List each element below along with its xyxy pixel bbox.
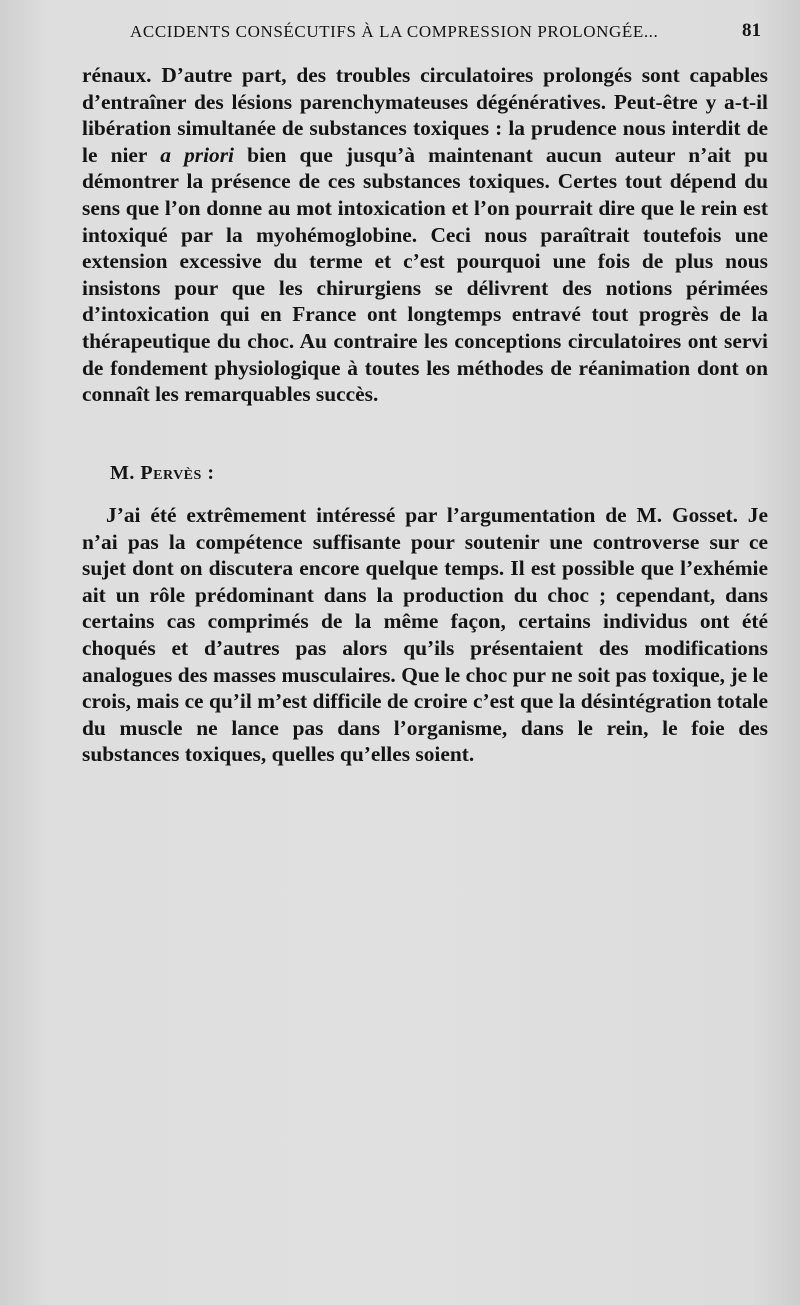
paragraph-1-text: rénaux. D’autre part, des troubles circulatoires prolongés sont capables d’entraîner des lésions parenchymateuses dégénératives. Peut-être y a-t-il libération simultanée de substances toxiques : la prudence nous interdit de le nier [82, 63, 768, 167]
speaker-name: Pervès [140, 462, 202, 484]
paragraph-1-rest: bien que jusqu’à maintenant aucun auteur n’ait pu démontrer la présence de ces substances toxiques. Certes tout dépend du sens que l’on donne au mot intoxication et l’on pourrait dire que le rein est intoxiqué par la myohémoglobine. Ceci nous paraîtrait toutefois une extension excessive du terme et c’est pourquoi une fois de plus nous insistons pour que les chirurgiens se délivrent des notions périmées d’intoxication qui en France ont longtemps entravé tout progrès de la thérapeutique du choc. Au contraire les conceptions circulatoires ont servi de fondement physiologique à toutes les méthodes de réanimation dont on connaît les remarquables succès. [82, 142, 769, 407]
speaker-prefix: M. [110, 462, 135, 484]
paragraph-1-italic: a priori [160, 142, 234, 167]
speaker-heading [110, 462, 214, 485]
speaker-suffix: : [207, 462, 215, 484]
page-number: 81 [742, 20, 761, 41]
running-head: ACCIDENTS CONSÉCUTIFS À LA COMPRESSION PROLONGÉE... [130, 22, 659, 41]
paragraph-2: J’ai été extrêmement intéressé par l’argumentation de M. Gosset. Je n’ai pas la compétence suffisante pour soutenir une controverse sur ce sujet dont on discutera encore quelque temps. Il est possible que l’exhémie ait un rôle prédominant dans la production du choc ; cependant, dans certains cas comprimés de la même façon, certains individus ont été choqués et d’autres pas alors qu’ils présentaient des modifications analogues des masses musculaires. Que le choc pur ne soit pas toxique, je le crois, mais ce qu’il m’est difficile de croire c’est que la désintégration totale du muscle ne lance pas dans l’organisme, dans le rein, le foie des substances toxiques, quelles qu’elles soient. [82, 503, 768, 767]
paragraph-1 [82, 62, 768, 408]
